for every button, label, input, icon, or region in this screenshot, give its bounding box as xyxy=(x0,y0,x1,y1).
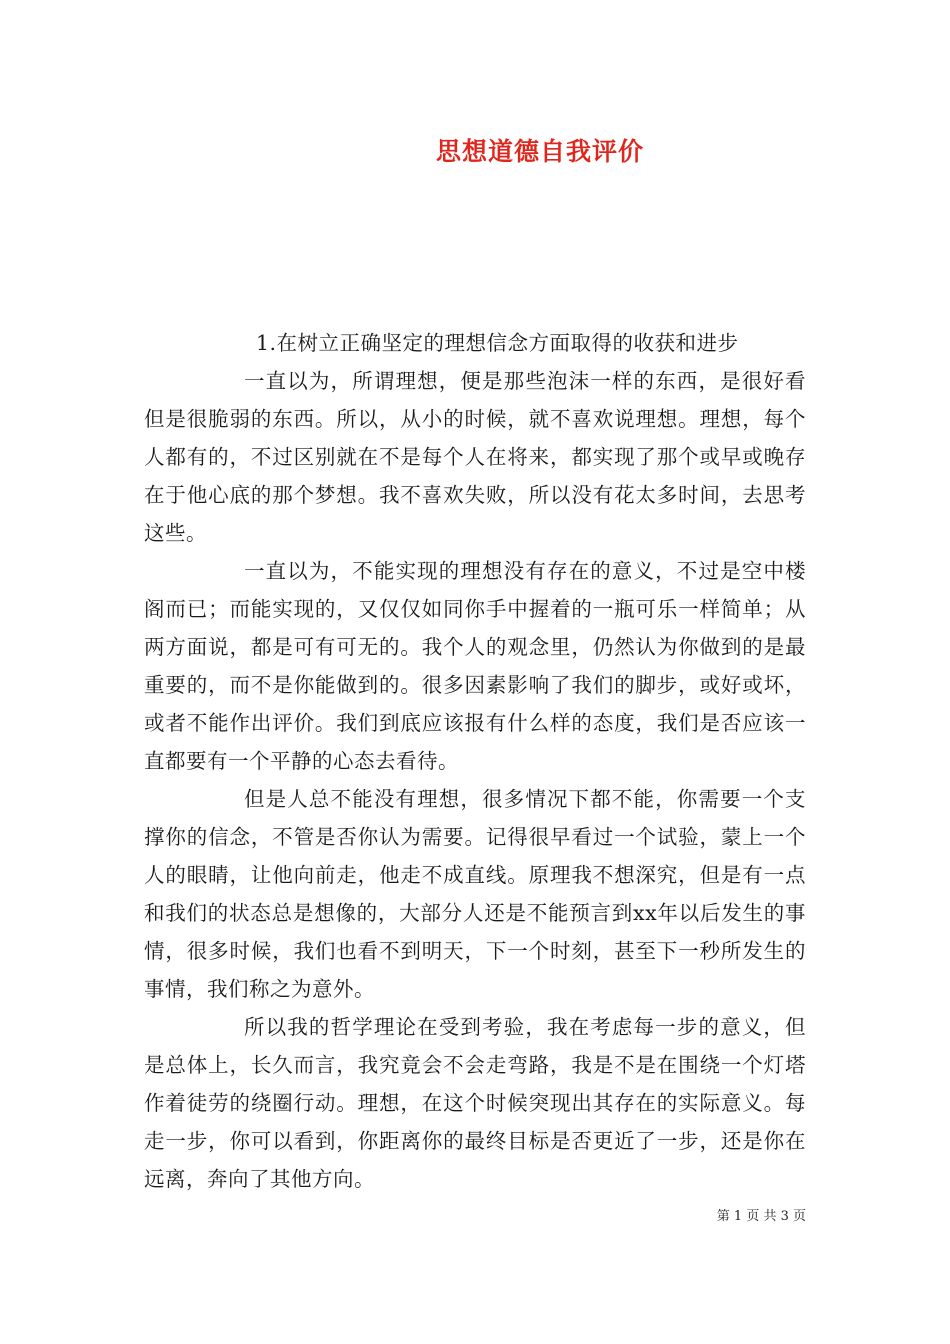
paragraph-4: 所以我的哲学理论在受到考验，我在考虑每一步的意义，但是总体上，长久而言，我究竟会不会走弯路，我是不是在围绕一个灯塔作着徒劳的绕圈行动。理想，在这个时候突现出其存在的实际意义。每走一步，你可以看到，你距离你的最终目标是否更近了一步，还是你在远离，奔向了其他方向。 xyxy=(144,1015,806,1191)
document-body xyxy=(144,324,806,1198)
paragraph-2: 一直以为，不能实现的理想没有存在的意义，不过是空中楼阁而已；而能实现的，又仅仅如同你手中握着的一瓶可乐一样简单；从两方面说，都是可有可无的。我个人的观念里，仍然认为你做到的是最重要的，而不是你能做到的。很多因素影响了我们的脚步，或好或坏，或者不能作出评价。我们到底应该报有什么样的态度，我们是否应该一直都要有一个平静的心态去看待。 xyxy=(144,559,806,773)
section-heading: 1.在树立正确坚定的理想信念方面取得的收获和进步 xyxy=(256,331,739,355)
document-title: 思想道德自我评价 xyxy=(435,137,644,166)
paragraph-1: 一直以为，所谓理想，便是那些泡沫一样的东西，是很好看但是很脆弱的东西。所以，从小的时候，就不喜欢说理想。理想，每个人都有的，不过区别就在不是每个人在将来，都实现了那个或早或晚存在于他心底的那个梦想。我不喜欢失败，所以没有花太多时间，去思考这些。 xyxy=(144,369,806,545)
page-footer: 第 1 页 共 3 页 xyxy=(716,1209,806,1224)
paragraph-3: 但是人总不能没有理想，很多情况下都不能，你需要一个支撑你的信念，不管是否你认为需要。记得很早看过一个试验，蒙上一个人的眼睛，让他向前走，他走不成直线。原理我不想深究，但是有一点和我们的状态总是想像的，大部分人还是不能预言到xx年以后发生的事情，很多时候，我们也看不到明天，下一个时刻，甚至下一秒所发生的事情，我们称之为意外。 xyxy=(144,787,806,1001)
